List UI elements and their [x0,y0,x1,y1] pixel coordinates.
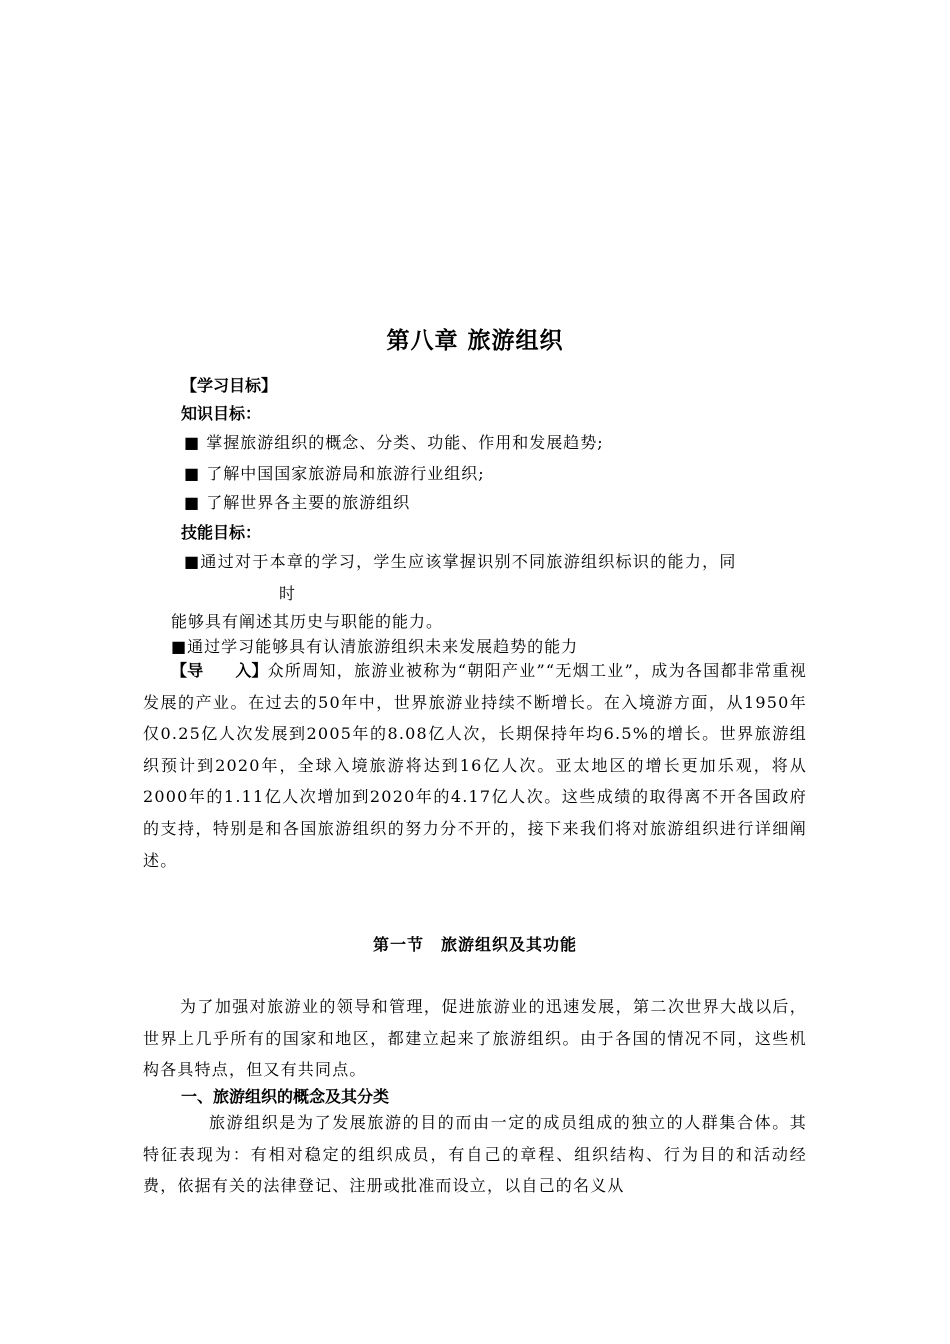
chapter-title: 第八章 旅游组织 [386,328,564,354]
intro-text: 众所周知，旅游业被称为“朝阳产业”“无烟工业”，成为各国都非常重视发展的产业。在过去的50年中，世界旅游业持续不断增长。在入境游方面，从1950年仅0.25亿人次发展到2005年的8.08亿人次，长期保持年均6.5%的增长。世界旅游组织预计到2020年，全球入境旅游将达到16亿人次。亚太地区的增长更加乐观，将从2000年的1.11亿人次增加到2020年的4.17亿人次。这些成绩的取得离不开各国政府的支持，特别是和各国旅游组织的努力分不开的，接下来我们将对旅游组织进行详细阐述。 [143,661,807,870]
skill-item: ■通过学习能够具有认清旅游组织未来发展趋势的能力 [171,637,579,656]
intro-label: 【导 入】 [171,661,268,680]
knowledge-item: ■ 了解世界各主要的旅游组织 [184,493,411,512]
subsection-paragraph: 旅游组织是为了发展旅游的目的而由一定的成员组成的独立的人群集合体。其特征表现为：有相对稳定的组织成员，有自己的章程、组织结构、行为目的和活动经费，依据有关的法律登记、注册或批准而设立，以自己的名义从 [143,1113,807,1196]
knowledge-item: ■ 了解中国国家旅游局和旅游行业组织; [184,464,485,483]
section-intro-paragraph: 为了加强对旅游业的领导和管理，促进旅游业的迅速发展，第二次世界大战以后，世界上几乎所有的国家和地区，都建立起来了旅游组织。由于各国的情况不同，这些机构各具特点，但又有共同点。 [143,997,807,1080]
intro-paragraph [143,655,807,876]
skill-item: ■通过对于本章的学习，学生应该掌握识别不同旅游组织标识的能力，同 [184,552,737,571]
section-title: 第一节 旅游组织及其功能 [372,935,577,954]
objectives-header: 【学习目标】 [181,376,278,395]
subsection-title: 一、旅游组织的概念及其分类 [181,1087,390,1106]
skill-item-continuation: 时 [279,584,297,603]
knowledge-item: ■ 掌握旅游组织的概念、分类、功能、作用和发展趋势; [184,433,604,452]
skill-objectives-label: 技能目标： [181,523,262,542]
skill-item-continuation: 能够具有阐述其历史与职能的能力。 [171,612,444,631]
knowledge-objectives-label: 知识目标： [181,404,262,423]
